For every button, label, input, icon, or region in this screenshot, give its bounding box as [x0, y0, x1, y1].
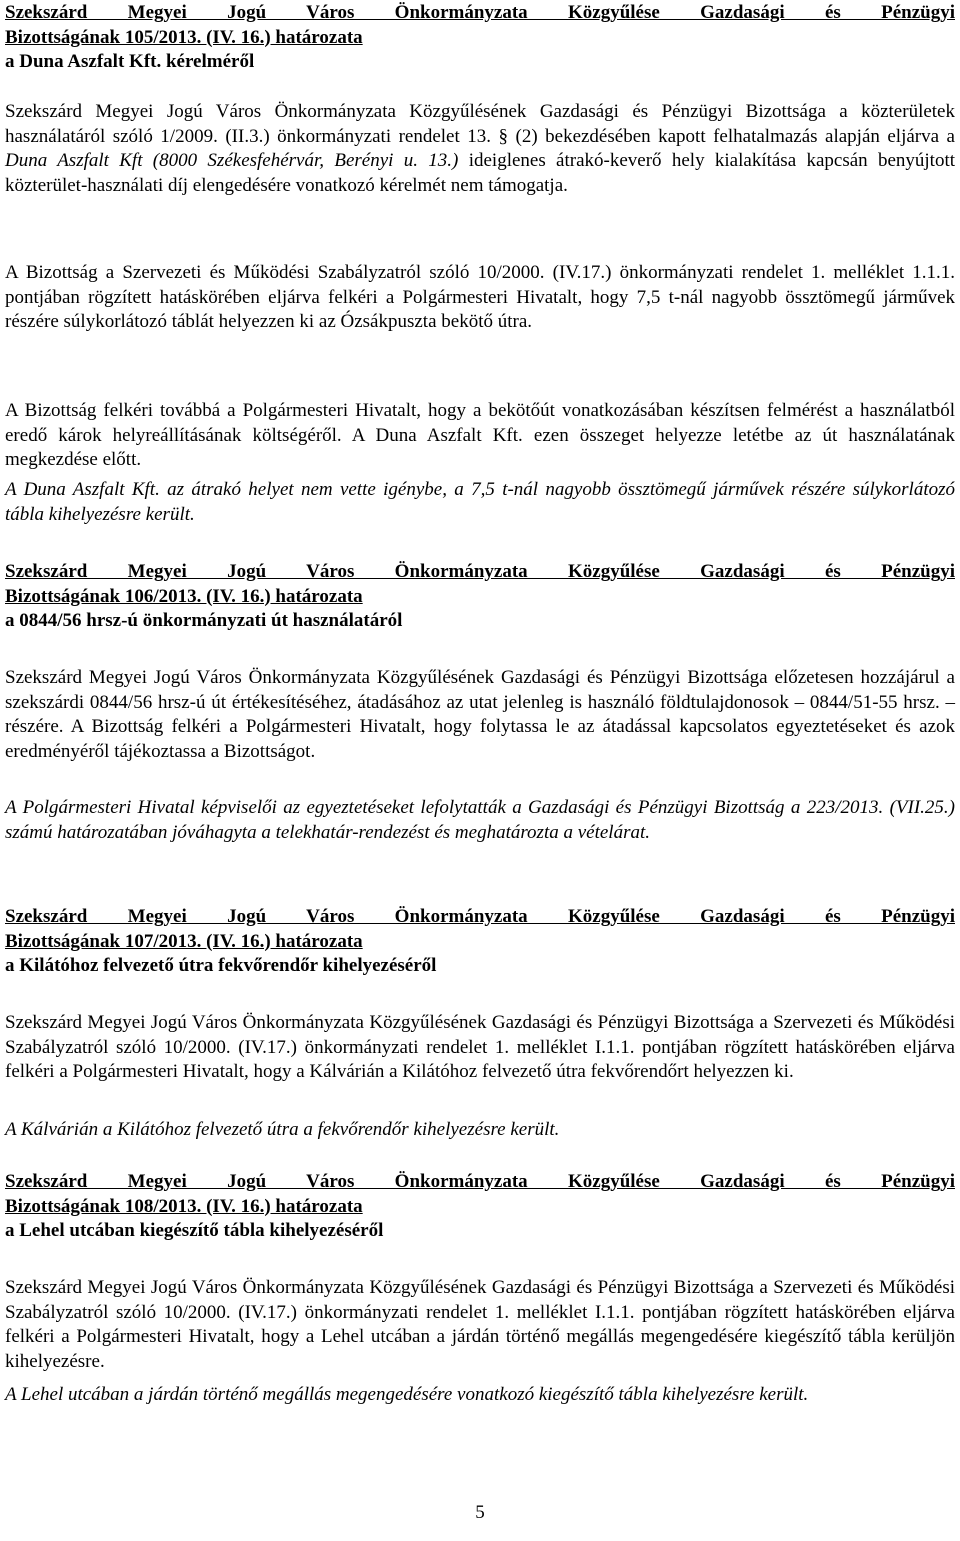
decision-108-note: [5, 1383, 955, 1408]
decision-107: [5, 905, 955, 979]
decision-105-paragraph-2: [5, 261, 955, 335]
decision-105-paragraph-1: [5, 100, 955, 199]
italic-note: A Kálvárián a Kilátóhoz felvezető útra a fekvőrendőr kihelyezésre került.: [5, 1119, 560, 1140]
decision-106: [5, 560, 955, 634]
decision-subject: a Lehel utcában kiegészítő tábla kihelyezéséről: [5, 1220, 384, 1242]
decision-106-paragraph-1: [5, 666, 955, 765]
decision-108-paragraph-1: [5, 1276, 955, 1375]
decision-105-note: [5, 478, 955, 527]
italic-note: A Duna Aszfalt Kft. az átrakó helyet nem vette igénybe, a 7,5 t-nál nagyobb össztömegű járművek részére súlykorlátozó tábla kihelyezésre került.: [5, 479, 955, 525]
decision-title-line1: Szekszárd Megyei Jogú Város Önkormányzata Közgyűlése Gazdasági és Pénzügyi: [5, 561, 955, 582]
body-paragraph: [5, 100, 955, 199]
decision-title-line1: Szekszárd Megyei Jogú Város Önkormányzata Közgyűlése Gazdasági és Pénzügyi: [5, 906, 955, 927]
decision-105: [5, 1, 955, 75]
body-paragraph: A Bizottság felkéri továbbá a Polgármesteri Hivatalt, hogy a bekötőút vonatkozásában készítsen felmérést a használatból eredő károk helyreállításának költségéről. A Duna Aszfalt Kft. ezen összeget helyezze letétbe az út használatának megkezdése előtt.: [5, 400, 955, 471]
paragraph-text: ideiglenes átrakó-keverő hely kialakítása kapcsán benyújtott közterület-használati díj elengedésére vonatkozó kérelmét nem támogatja.: [5, 150, 956, 197]
decision-subject: a Kilátóhoz felvezető útra fekvőrendőr kihelyezéséről: [5, 955, 437, 977]
decision-title-line2: Bizottságának 106/2013. (IV. 16.) határozata: [5, 585, 363, 607]
decision-title-line2: Bizottságának 108/2013. (IV. 16.) határozata: [5, 1195, 363, 1217]
decision-subject: a Duna Aszfalt Kft. kérelméről: [5, 51, 255, 73]
paragraph-italic-text: Duna Aszfalt Kft (8000 Székesfehérvár, Berényi u. 13.): [5, 150, 459, 172]
body-paragraph: Szekszárd Megyei Jogú Város Önkormányzata Közgyűlésének Gazdasági és Pénzügyi Bizottsága előzetesen hozzájárul a szekszárdi 0844/56 hrsz-ú út értékesítéséhez, átadásához az utat jelenleg is használó földtulajdonosok – 0844/51-55 hrsz. – részére. A Bizottság felkéri a Polgármesteri Hivatalt, hogy folytassa le az átadással kapcsolatos egyeztetéseket és azok eredményéről tájékoztassa a Bizottságot.: [5, 667, 955, 763]
decision-title: [5, 1, 955, 75]
decision-title: [5, 1170, 955, 1244]
italic-note: A Lehel utcában a járdán történő megállás megengedésére vonatkozó kiegészítő tábla kihelyezésre került.: [5, 1384, 809, 1405]
decision-105-paragraph-3: [5, 399, 955, 473]
decision-107-paragraph-1: [5, 1011, 955, 1085]
decision-title: [5, 560, 955, 634]
decision-subject: a 0844/56 hrsz-ú önkormányzati út használatáról: [5, 610, 403, 632]
decision-title-line1: Szekszárd Megyei Jogú Város Önkormányzata Közgyűlése Gazdasági és Pénzügyi: [5, 1171, 955, 1192]
decision-title-line2: Bizottságának 107/2013. (IV. 16.) határozata: [5, 930, 363, 952]
paragraph-text: Szekszárd Megyei Jogú Város Önkormányzata Közgyűlésének Gazdasági és Pénzügyi Bizottsága a közterületek használatáról szóló 1/2009. (II.3.) önkormányzati rendelet 13. § (2) bekezdésében kapott felhatalmazás alapján eljárva a: [5, 101, 955, 147]
decision-title: [5, 905, 955, 979]
body-paragraph: A Bizottság a Szervezeti és Működési Szabályzatról szóló 10/2000. (IV.17.) önkormányzati rendelet 1. melléklet 1.1.1. pontjában rögzített hatáskörében eljárva felkéri a Polgármesteri Hivatalt, hogy 7,5 t-nál nagyobb össztömegű járművek részére súlykorlátozó táblát helyezzen ki az Ózsákpuszta bekötő útra.: [5, 262, 955, 333]
italic-note: A Polgármesteri Hivatal képviselői az egyeztetéseket lefolytatták a Gazdasági és Pénzügyi Bizottság a 223/2013. (VII.25.) számú határozatában jóváhagyta a telekhatár-rendezést és meghatározta a vételárat.: [5, 797, 955, 843]
page-number: 5: [475, 1502, 485, 1523]
body-paragraph: Szekszárd Megyei Jogú Város Önkormányzata Közgyűlésének Gazdasági és Pénzügyi Bizottsága a Szervezeti és Működési Szabályzatról szóló 10/2000. (IV.17.) önkormányzati rendelet 1. melléklet I.1.1. pontjában rögzített hatáskörében eljárva felkéri a Polgármesteri Hivatalt, hogy a Kálvárián a Kilátóhoz felvezető útra fekvőrendőrt helyezzen ki.: [5, 1012, 955, 1083]
decision-title-line1: Szekszárd Megyei Jogú Város Önkormányzata Közgyűlése Gazdasági és Pénzügyi: [5, 2, 955, 23]
decision-108: [5, 1170, 955, 1244]
decision-107-note: [5, 1118, 955, 1143]
decision-106-note: [5, 796, 955, 845]
body-paragraph: Szekszárd Megyei Jogú Város Önkormányzata Közgyűlésének Gazdasági és Pénzügyi Bizottsága a Szervezeti és Működési Szabályzatról szóló 10/2000. (IV.17.) önkormányzati rendelet 1. melléklet I.1.1. pontjában rögzített hatáskörében eljárva felkéri a Polgármesteri Hivatalt, hogy a Lehel utcában a járdán történő megállás megengedésére kiegészítő tábla kerüljön kihelyezésre.: [5, 1277, 955, 1373]
decision-title-line2: Bizottságának 105/2013. (IV. 16.) határozata: [5, 26, 363, 48]
